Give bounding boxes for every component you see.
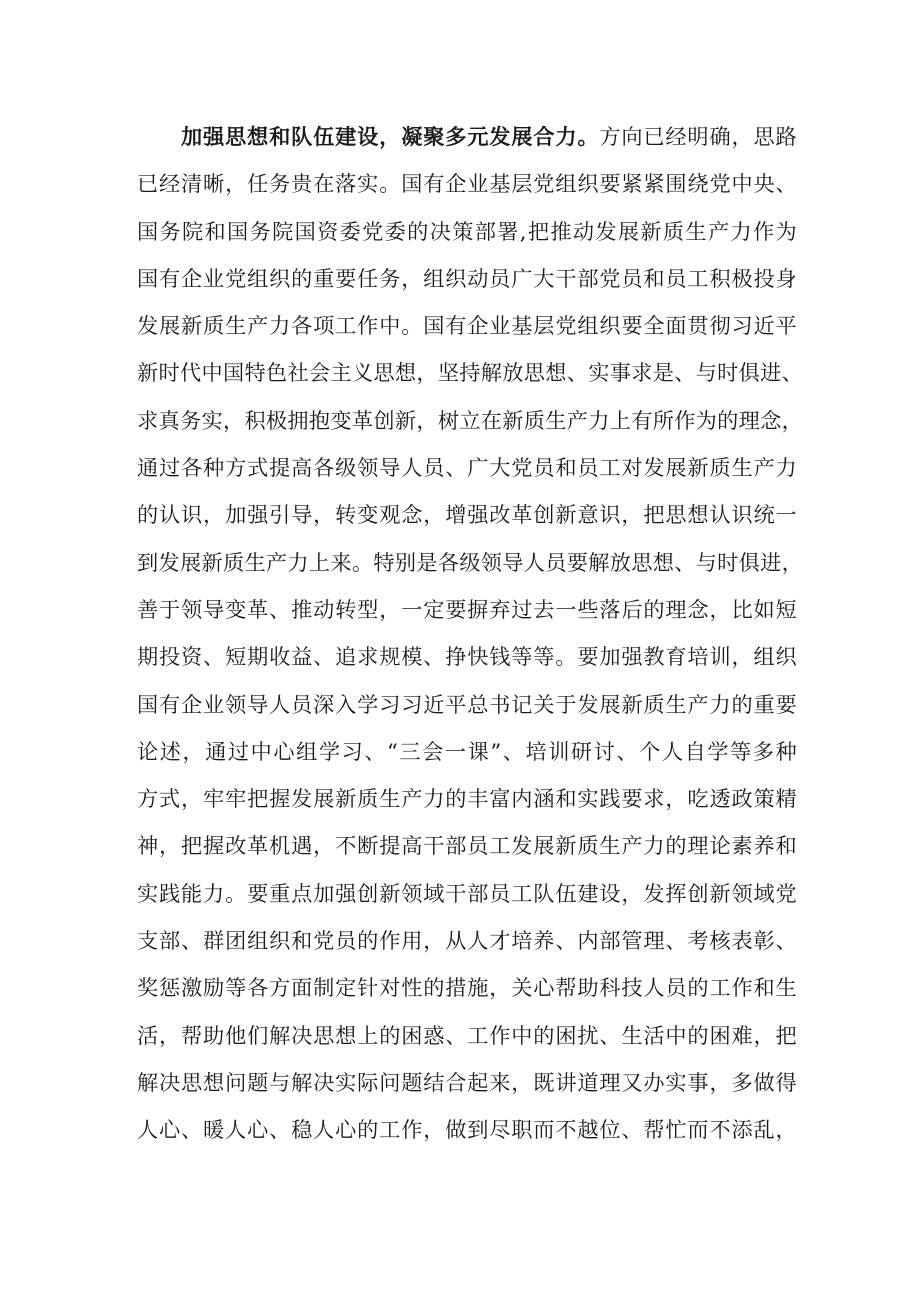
paragraph-line: 国有企业领导人员深入学习习近平总书记关于发展新质生产力的重要 [137,691,797,717]
paragraph-line: 的认识，加强引导，转变观念，增强改革创新意识，把思想认识统一 [137,502,797,528]
paragraph-line: 支部、群团组织和党员的作用，从人才培养、内部管理、考核表彰、 [137,928,797,954]
paragraph-line: 方式，牢牢把握发展新质生产力的丰富内涵和实践要求，吃透政策精 [137,786,797,812]
paragraph-line [137,113,797,160]
paragraph-line: 新时代中国特色社会主义思想，坚持解放思想、实事求是、与时俱进、 [137,360,804,386]
paragraph-line: 实践能力。要重点加强创新领域干部员工队伍建设，发挥创新领域党 [137,880,797,906]
paragraph-line: 求真务实，积极拥抱变革创新，树立在新质生产力上有所作为的理念， [137,407,804,433]
paragraph-line: 国务院和国务院国资委党委的决策部署,把推动发展新质生产力作为 [137,218,797,244]
paragraph-line: 通过各种方式提高各级领导人员、广大党员和员工对发展新质生产力 [137,455,797,481]
paragraph-line: 到发展新质生产力上来。特别是各级领导人员要解放思想、与时俱进， [137,549,804,575]
paragraph-line: 论述，通过中心组学习、“三会一课”、培训研讨、个人自学等多种 [137,738,797,764]
body-paragraph [137,113,804,1154]
paragraph-line: 善于领导变革、推动转型，一定要摒弃过去一些落后的理念，比如短 [137,596,797,622]
paragraph-line: 奖惩激励等各方面制定针对性的措施，关心帮助科技人员的工作和生 [137,975,797,1001]
paragraph-line: 已经清晰，任务贵在落实。国有企业基层党组织要紧紧围绕党中央、 [137,171,797,197]
lead-heading: 加强思想和队伍建设，凝聚多元发展合力。 [181,124,600,149]
paragraph-line: 神，把握改革机遇，不断提高干部员工发展新质生产力的理论素养和 [137,833,797,859]
paragraph-line: 解决思想问题与解决实际问题结合起来，既讲道理又办实事，多做得 [137,1069,797,1095]
paragraph-line: 人心、暖人心、稳人心的工作，做到尽职而不越位、帮忙而不添乱， [137,1117,797,1143]
paragraph-line: 期投资、短期收益、追求规模、挣快钱等等。要加强教育培训，组织 [137,644,797,670]
paragraph-line: 国有企业党组织的重要任务，组织动员广大干部党员和员工积极投身 [137,265,797,291]
paragraph-line: 发展新质生产力各项工作中。国有企业基层党组织要全面贯彻习近平 [137,313,797,339]
line-text: 方向已经明确，思路 [599,124,797,149]
paragraph-line: 活，帮助他们解决思想上的困惑、工作中的困扰、生活中的困难，把 [137,1022,797,1048]
